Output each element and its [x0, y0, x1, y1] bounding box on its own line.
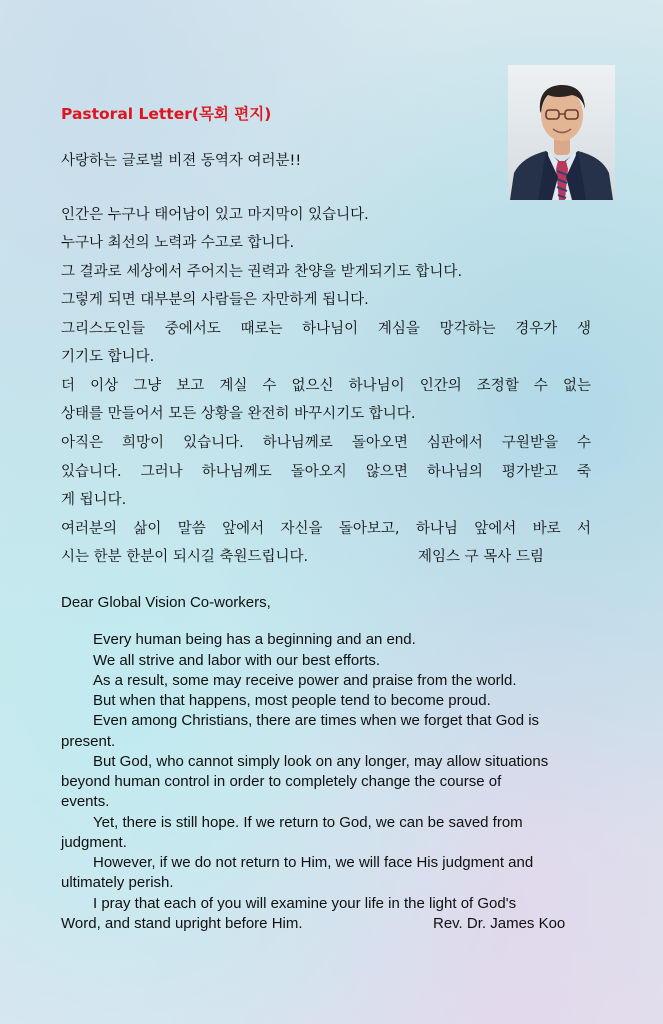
pastor-portrait-image — [508, 65, 615, 200]
english-line: ultimately perish. — [61, 874, 174, 891]
korean-line: 누구나 최선의 노력과 수고로 합니다. — [61, 235, 295, 251]
korean-line: 시는 한분 한분이 되시길 축원드립니다. — [61, 549, 309, 565]
korean-line: 인간은 누구나 태어남이 있고 마지막이 있습니다. — [61, 207, 369, 223]
korean-line: 그리스도인들 중에서도 때로는 하나님이 계심을 망각하는 경우가 생 — [61, 321, 591, 337]
korean-greeting: 사랑하는 글로벌 비젼 동역자 여러분!! — [61, 153, 302, 169]
english-line: present. — [61, 733, 116, 750]
english-signature: Rev. Dr. James Koo — [433, 915, 566, 932]
page-title: Pastoral Letter(목회 편지) — [61, 105, 272, 123]
english-line: I pray that each of you will examine your life in the light of God's — [93, 895, 517, 912]
pastor-photo — [508, 65, 615, 200]
english-line: events. — [61, 793, 110, 810]
korean-line: 여러분의 삶이 말씀 앞에서 자신을 돌아보고, 하나님 앞에서 바로 서 — [61, 521, 591, 537]
english-line: Word, and stand upright before Him. — [61, 915, 303, 932]
english-line: But when that happens, most people tend to become proud. — [93, 692, 491, 709]
english-line: However, if we do not return to Him, we will face His judgment and — [93, 854, 534, 871]
english-line: Even among Christians, there are times when we forget that God is — [93, 712, 540, 729]
english-line: Yet, there is still hope. If we return to God, we can be saved from — [93, 814, 523, 831]
korean-line: 상태를 만들어서 모든 상황을 완전히 바꾸시기도 합니다. — [61, 406, 416, 422]
english-line: judgment. — [61, 834, 127, 851]
korean-line: 그 결과로 세상에서 주어지는 권력과 찬양을 받게되기도 합니다. — [61, 264, 463, 280]
korean-line: 기기도 합니다. — [61, 349, 155, 365]
english-line: beyond human control in order to completely change the course of — [61, 773, 502, 790]
english-line: We all strive and labor with our best efforts. — [93, 652, 381, 669]
korean-line: 그렇게 되면 대부분의 사람들은 자만하게 됩니다. — [61, 292, 369, 308]
korean-line: 게 됩니다. — [61, 492, 127, 508]
english-line: Every human being has a beginning and an end. — [93, 631, 416, 648]
english-line: But God, who cannot simply look on any longer, may allow situations — [93, 753, 549, 770]
korean-line: 아직은 희망이 있습니다. 하나님께로 돌아오면 심판에서 구원받을 수 — [61, 435, 591, 451]
korean-line: 있습니다. 그러나 하나님께도 돌아오지 않으면 하나님의 평가받고 죽 — [61, 464, 591, 480]
english-line: As a result, some may receive power and praise from the world. — [93, 672, 517, 689]
korean-signature: 제임스 구 목사 드림 — [418, 549, 544, 565]
korean-line: 더 이상 그냥 보고 계실 수 없으신 하나님이 인간의 조정할 수 없는 — [61, 378, 591, 394]
english-greeting: Dear Global Vision Co-workers, — [61, 594, 271, 611]
